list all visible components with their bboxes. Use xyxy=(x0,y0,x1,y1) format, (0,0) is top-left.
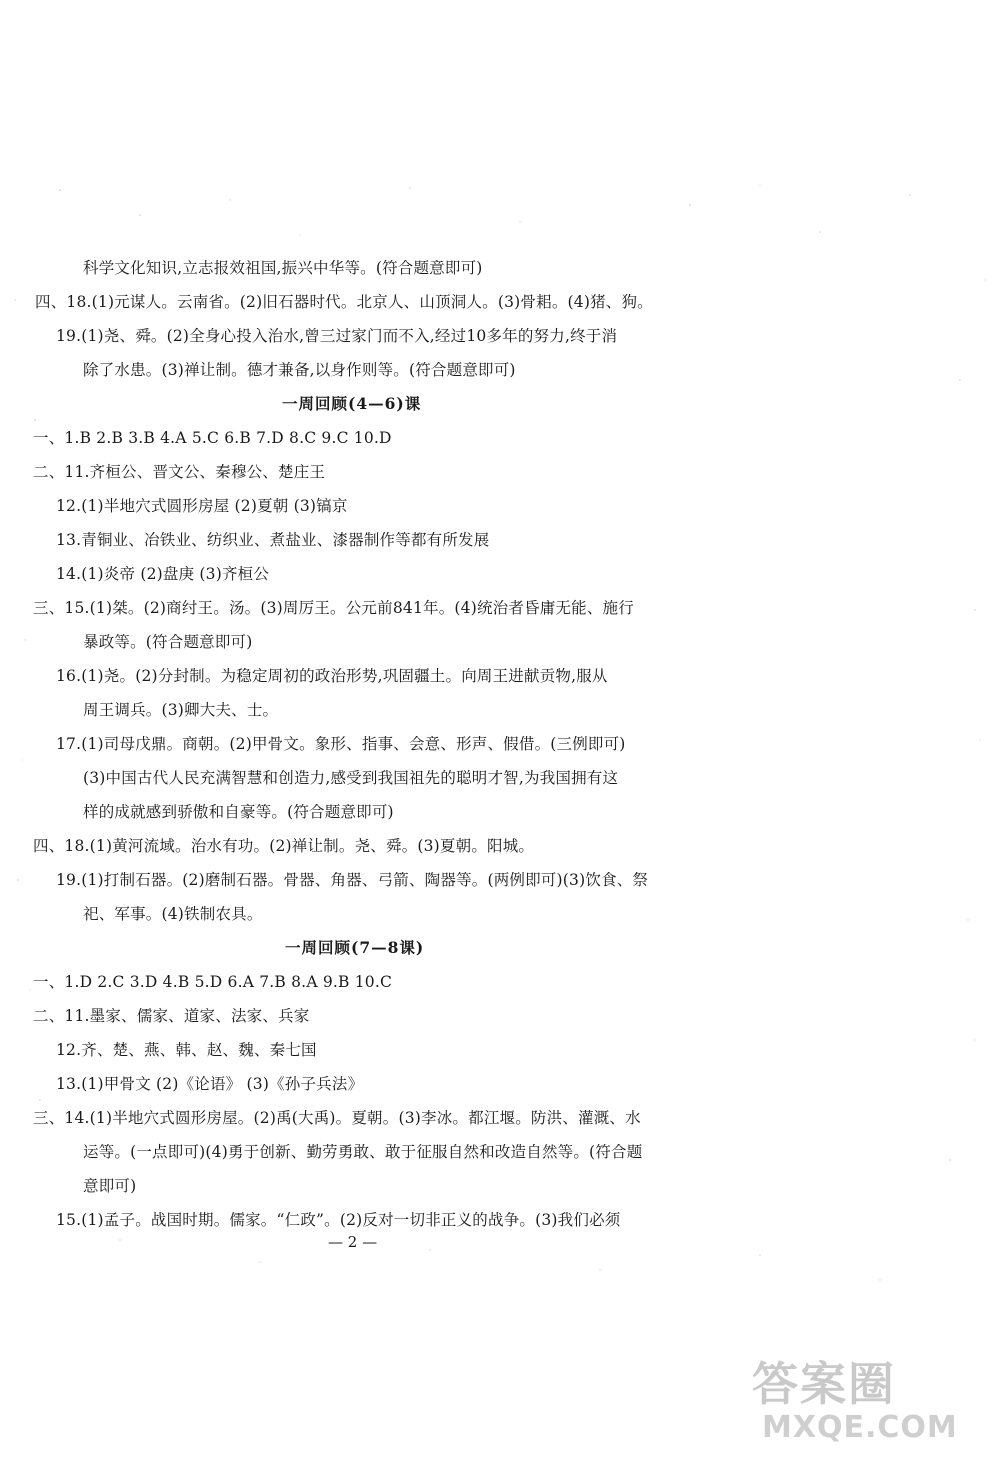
text-line: 三、14.(1)半地穴式圆形房屋。(2)禹(大禹)。夏朝。(3)李冰。都江堰。防洪、灌溉、水 xyxy=(33,1109,641,1127)
text-line: 暴政等。(符合题意即可) xyxy=(83,633,253,651)
text-line: (3)中国古代人民充满智慧和创造力,感受到我国祖先的聪明才智,为我国拥有这 xyxy=(83,769,619,787)
text-line: 意即可) xyxy=(83,1177,137,1195)
text-line: 周王调兵。(3)卿大夫、士。 xyxy=(83,701,279,719)
text-line: 16.(1)尧。(2)分封制。为稳定周初的政治形势,巩固疆土。向周王进献贡物,服从 xyxy=(56,667,608,685)
text-line: 祀、军事。(4)铁制农具。 xyxy=(83,905,263,923)
text-line: 19.(1)尧、舜。(2)全身心投入治水,曾三过家门而不入,经过10多年的努力,终于消 xyxy=(56,327,618,345)
text-line: 一、1.B 2.B 3.B 4.A 5.C 6.B 7.D 8.C 9.C 10.D xyxy=(33,429,392,447)
section-heading: 一周回顾(7—8课) xyxy=(285,938,425,957)
watermark xyxy=(752,1348,992,1458)
text-line: 除了水患。(3)禅让制。德才兼备,以身作则等。(符合题意即可) xyxy=(83,361,516,379)
text-line: 三、15.(1)桀。(2)商纣王。汤。(3)周厉王。公元前841年。(4)统治者昏庸无能、施行 xyxy=(33,599,634,617)
watermark-logo: 答案圈 xyxy=(752,1357,896,1411)
text-line: 科学文化知识,立志报效祖国,振兴中华等。(符合题意即可) xyxy=(83,259,483,277)
text-line: 二、11.齐桓公、晋文公、秦穆公、楚庄王 xyxy=(33,463,326,481)
text-line: 四、18.(1)元谋人。云南省。(2)旧石器时代。北京人、山顶洞人。(3)骨耜。(4)猪、狗。 xyxy=(35,293,653,311)
text-line: 运等。(一点即可)(4)勇于创新、勤劳勇敢、敢于征服自然和改造自然等。(符合题 xyxy=(83,1143,643,1161)
page-number: — 2 — xyxy=(328,1233,378,1251)
watermark-url: MXQE.COM xyxy=(762,1410,958,1445)
text-line: 19.(1)打制石器。(2)磨制石器。骨器、角器、弓箭、陶器等。(两例即可)(3)饮食、祭 xyxy=(56,871,649,889)
text-line: 四、18.(1)黄河流域。治水有功。(2)禅让制。尧、舜。(3)夏朝。阳城。 xyxy=(33,837,535,855)
text-line: 13.青铜业、冶铁业、纺织业、煮盐业、漆器制作等都有所发展 xyxy=(56,531,490,549)
text-line: 样的成就感到骄傲和自豪等。(符合题意即可) xyxy=(83,803,394,821)
text-line: 二、11.墨家、儒家、道家、法家、兵家 xyxy=(33,1007,310,1025)
text-line: 13.(1)甲骨文 (2)《论语》 (3)《孙子兵法》 xyxy=(56,1075,364,1093)
text-line: 12.齐、楚、燕、韩、赵、魏、秦七国 xyxy=(56,1041,317,1059)
text-line: 12.(1)半地穴式圆形房屋 (2)夏朝 (3)镐京 xyxy=(56,497,348,515)
section-heading: 一周回顾(4—6)课 xyxy=(282,394,422,413)
text-line: 17.(1)司母戊鼎。商朝。(2)甲骨文。象形、指事、会意、形声、假借。(三例即可) xyxy=(56,735,626,753)
text-line: 14.(1)炎帝 (2)盘庚 (3)齐桓公 xyxy=(56,565,270,583)
text-line: 15.(1)孟子。战国时期。儒家。“仁政”。(2)反对一切非正义的战争。(3)我们必须 xyxy=(56,1211,621,1229)
text-line: 一、1.D 2.C 3.D 4.B 5.D 6.A 7.B 8.A 9.B 10.C xyxy=(33,973,393,991)
